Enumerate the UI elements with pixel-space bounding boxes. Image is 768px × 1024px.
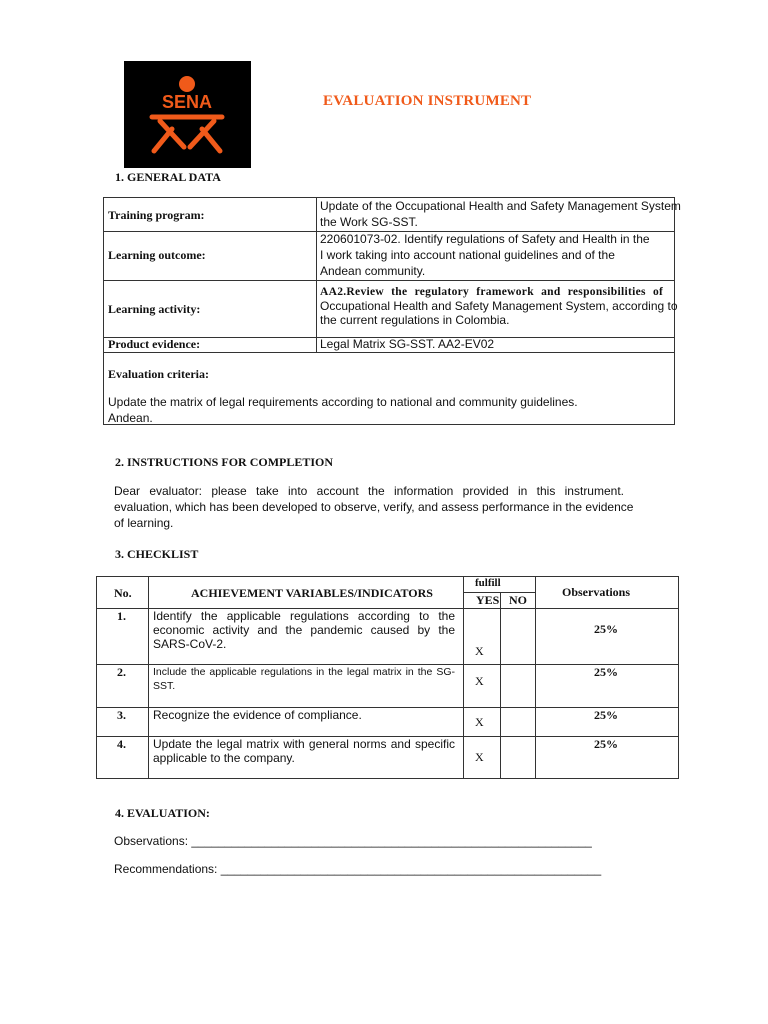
evaluation-criteria-text: [108, 394, 578, 426]
yes-mark: X: [475, 750, 484, 764]
learning-activity-line: AA2.Review the regulatory framework and responsibilities of: [320, 286, 664, 298]
learning-outcome-line: 220601073-02. Identify regulations of Safety and Health in the: [320, 232, 650, 246]
row-number: 3.: [117, 708, 126, 722]
header-fulfill: fulfill: [475, 577, 501, 589]
section-checklist: 3. CHECKLIST: [115, 547, 199, 561]
section-instructions: 2. INSTRUCTIONS FOR COMPLETION: [115, 455, 334, 469]
yes-mark: X: [475, 715, 484, 729]
row-learning-activity: [104, 280, 678, 338]
yes-mark: X: [475, 644, 484, 658]
sena-logo-graphic: [124, 61, 251, 168]
section-general-data: 1. GENERAL DATA: [115, 170, 221, 184]
document-title: EVALUATION INSTRUMENT: [323, 93, 532, 109]
learning-outcome-line: I work taking into account national guidelines and of the: [320, 248, 615, 262]
logo-text: SENA: [161, 92, 213, 112]
checklist-table: [96, 576, 679, 779]
row-learning-outcome: [104, 231, 674, 281]
recommendations-field[interactable]: Recommendations: _________________________________________________________: [114, 862, 602, 876]
row-product-evidence: [104, 337, 674, 353]
observation-percent: 25%: [594, 737, 618, 751]
observation-percent: 25%: [594, 622, 618, 636]
instructions-line: evaluation, which has been developed to observe, verify, and assess performance in the evidence: [114, 500, 634, 514]
header-no: No.: [114, 586, 132, 600]
header-no-col: NO: [509, 593, 527, 607]
instructions-line: of learning.: [114, 516, 174, 530]
row-number: 4.: [117, 737, 126, 751]
training-program-line: Update of the Occupational Health and Safety Management System: [320, 199, 681, 213]
learning-activity-line: the current regulations in Colombia.: [320, 313, 510, 327]
learning-outcome-line: Andean community.: [320, 264, 426, 278]
header-yes: YES: [476, 593, 500, 607]
criteria-line: Update the matrix of legal requirements according to national and community guidelines.: [108, 395, 578, 409]
col-divider: [500, 592, 501, 778]
learning-activity-line: Occupational Health and Safety Management System, according to: [320, 299, 678, 313]
row-number: 2.: [117, 665, 126, 679]
header-indicators: ACHIEVEMENT VARIABLES/INDICATORS: [191, 586, 433, 600]
yes-mark: X: [475, 674, 484, 688]
indicator-text: Recognize the evidence of compliance.: [153, 708, 362, 722]
row-training-program: [104, 198, 681, 232]
header-observations: Observations: [562, 585, 631, 599]
sena-logo: [124, 61, 251, 168]
evaluation-criteria-label: Evaluation criteria:: [108, 367, 209, 381]
observations-field[interactable]: Observations: ____________________________________________________________: [114, 834, 592, 848]
general-data-table: [103, 197, 681, 425]
criteria-line: Andean.: [108, 411, 153, 425]
indicator-text: Identify the applicable regulations according to the economic activity and the pandemic caused by the SARS-CoV-2.: [153, 609, 455, 651]
row-number: 1.: [117, 609, 126, 623]
instructions-text: [114, 483, 654, 531]
indicator-text: Include the applicable regulations in the legal matrix in the SG-SST.: [153, 666, 455, 692]
product-evidence-value: Legal Matrix SG-SST. AA2-EV02: [320, 337, 495, 351]
observation-percent: 25%: [594, 665, 618, 679]
learning-outcome-label: Learning outcome:: [108, 248, 206, 262]
observation-percent: 25%: [594, 708, 618, 722]
training-program-label: Training program:: [108, 208, 205, 222]
indicator-text: Update the legal matrix with general norms and specific applicable to the company.: [153, 737, 455, 765]
instructions-line: Dear evaluator: please take into account the information provided in this instrument.: [114, 484, 624, 498]
section-evaluation: 4. EVALUATION:: [115, 806, 210, 820]
product-evidence-label: Product evidence:: [108, 337, 201, 351]
training-program-line: the Work SG-SST.: [320, 215, 418, 229]
learning-activity-label: Learning activity:: [108, 302, 201, 316]
